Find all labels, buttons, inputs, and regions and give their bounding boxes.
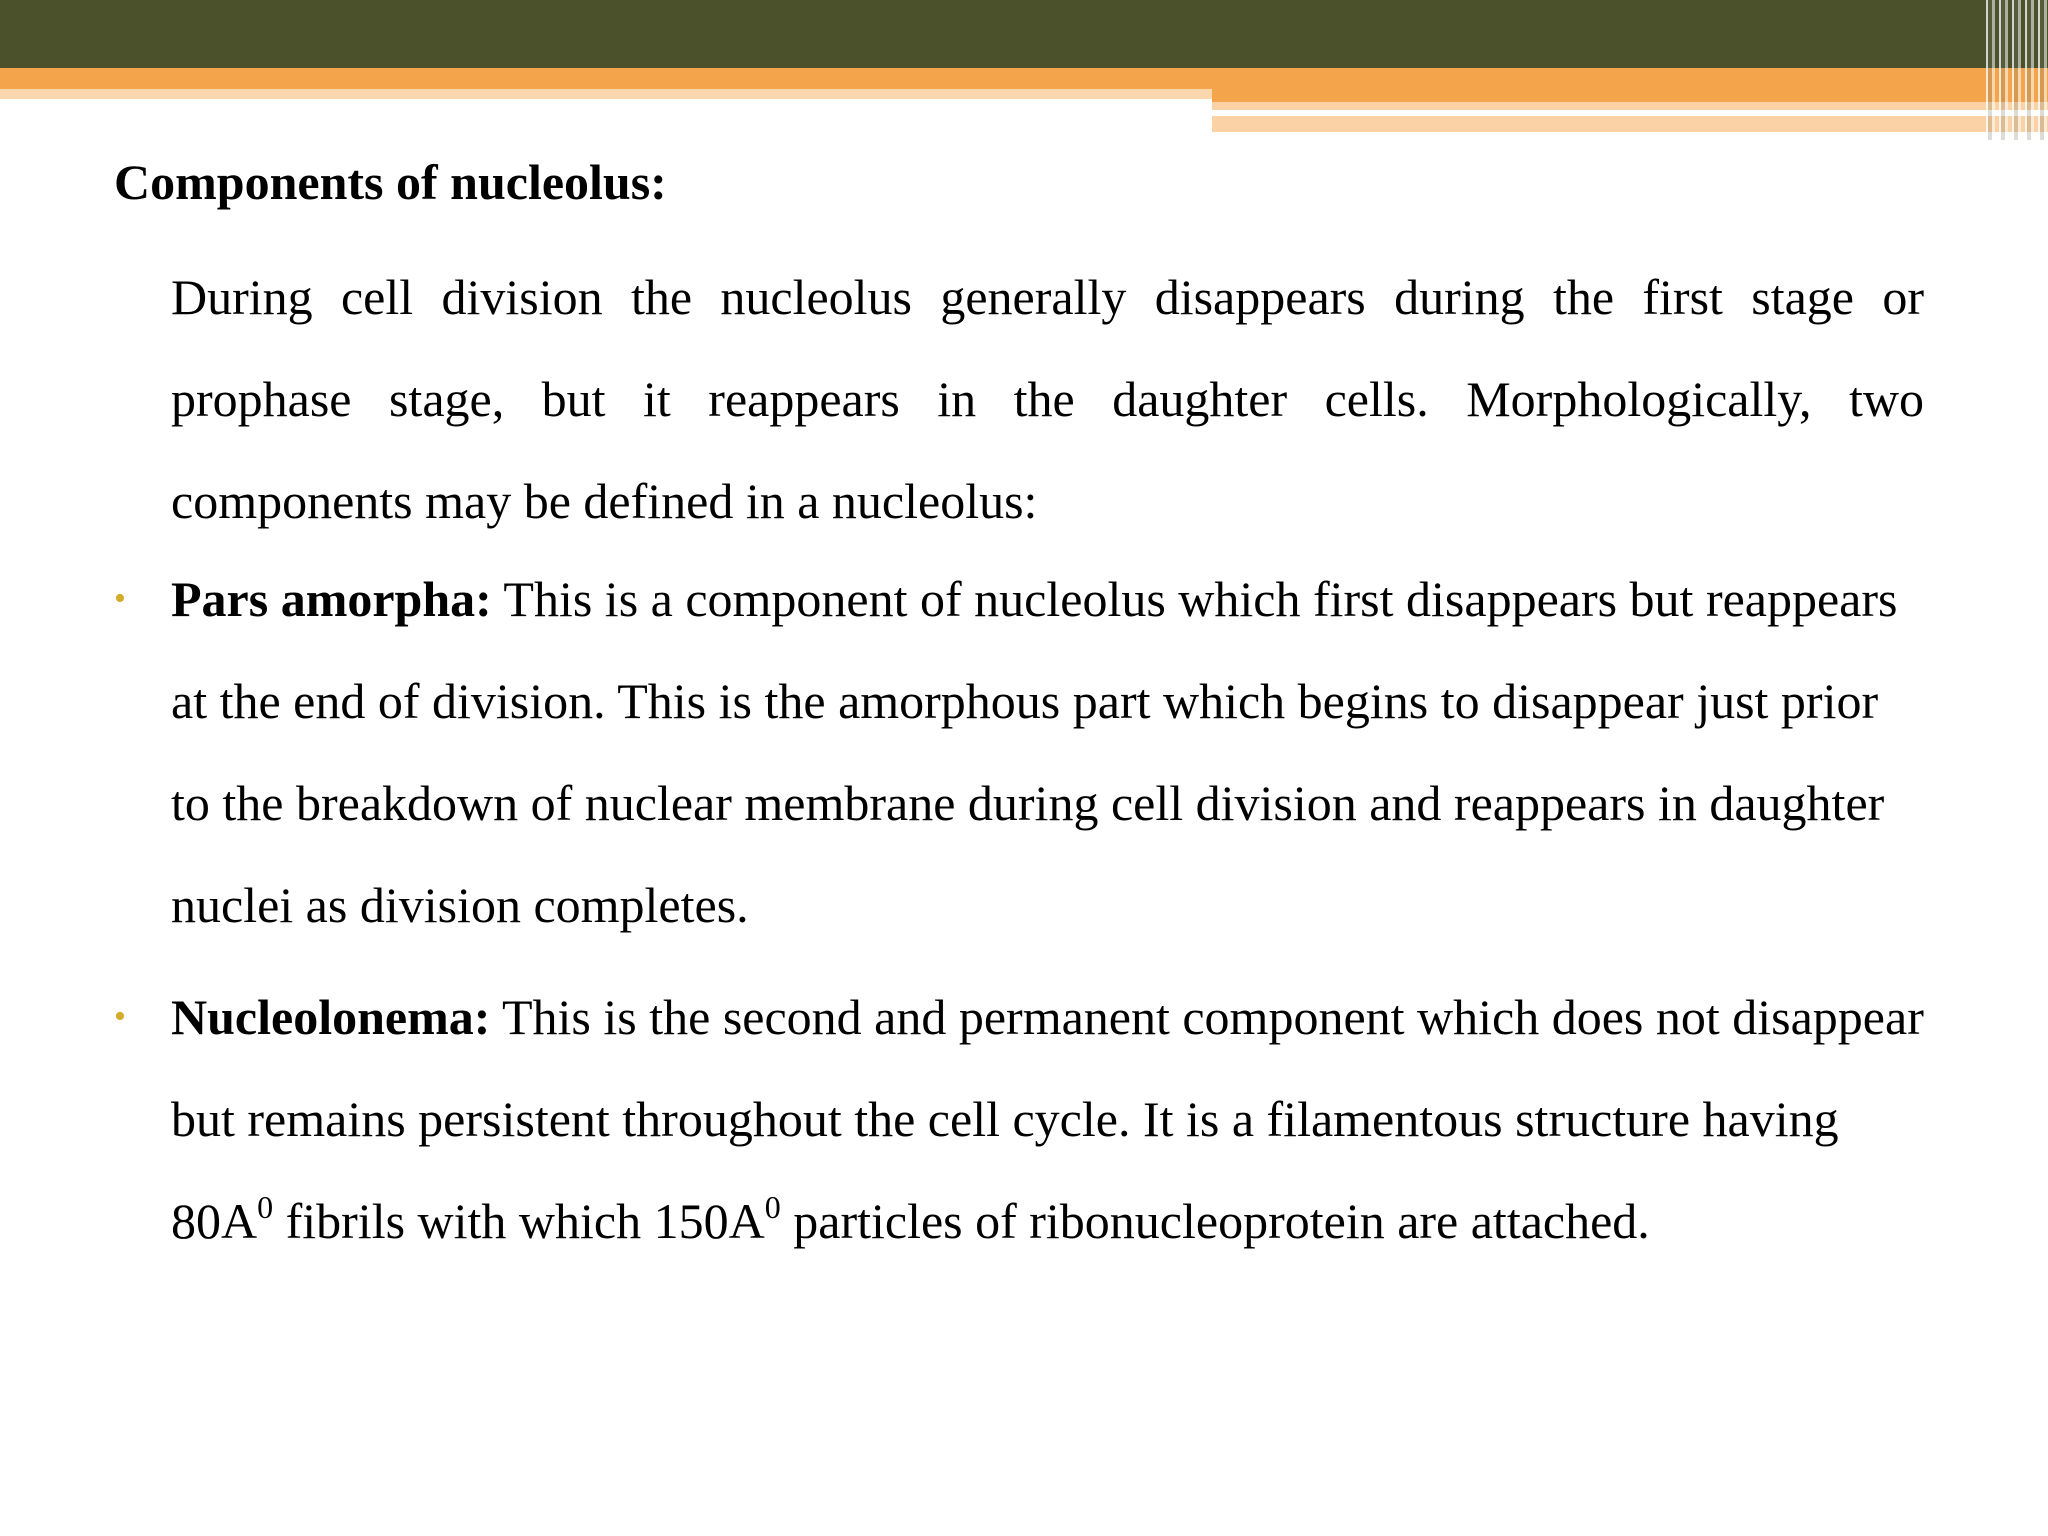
- header-band-dark: [0, 0, 2048, 68]
- superscript-zero: 0: [764, 1189, 781, 1225]
- header-band-orange-left: [0, 68, 1212, 89]
- bullet-item-nucleolonema: [114, 966, 1924, 1272]
- intro-paragraph: During cell division the nucleolus generally disappears during the first stage or prophase stage, but it reappears in the daughter cells. Morphologically, two components may be defined in a nucleolus:: [171, 269, 1924, 529]
- bullet-description-part-2: fibrils with which 150A: [273, 1193, 765, 1249]
- header-band-peach-left: [0, 89, 1212, 99]
- header-band-peach-right-upper: [1212, 102, 2048, 110]
- superscript-zero: 0: [257, 1189, 274, 1225]
- header-stripes-decoration: [1986, 0, 2048, 140]
- bullet-description-part-1: This is the second and permanent component which does not disappear but remains persistent throughout the cell cycle. It is a filamentous structure having 80A: [171, 989, 1924, 1249]
- bullet-term: Pars amorpha:: [171, 571, 492, 627]
- bullet-item-pars-amorpha: [114, 548, 1924, 956]
- bullet-term: Nucleolonema:: [171, 989, 491, 1045]
- bullet-text: [171, 966, 1924, 1272]
- header-band-orange-right: [1212, 68, 2048, 102]
- header-band-peach-right-lower: [1212, 116, 2048, 132]
- bullet-description: This is a component of nucleolus which first disappears but reappears at the end of division. This is the amorphous part which begins to disappear just prior to the breakdown of nuclear membrane during cell division and reappears in daughter nuclei as division completes.: [171, 571, 1898, 933]
- bullet-marker: •: [114, 998, 126, 1035]
- slide-heading: Components of nucleolus:: [114, 154, 667, 210]
- bullet-description-part-3: particles of ribonucleoprotein are attached.: [780, 1193, 1650, 1249]
- bullet-text: [171, 548, 1924, 956]
- bullet-marker: •: [114, 580, 126, 617]
